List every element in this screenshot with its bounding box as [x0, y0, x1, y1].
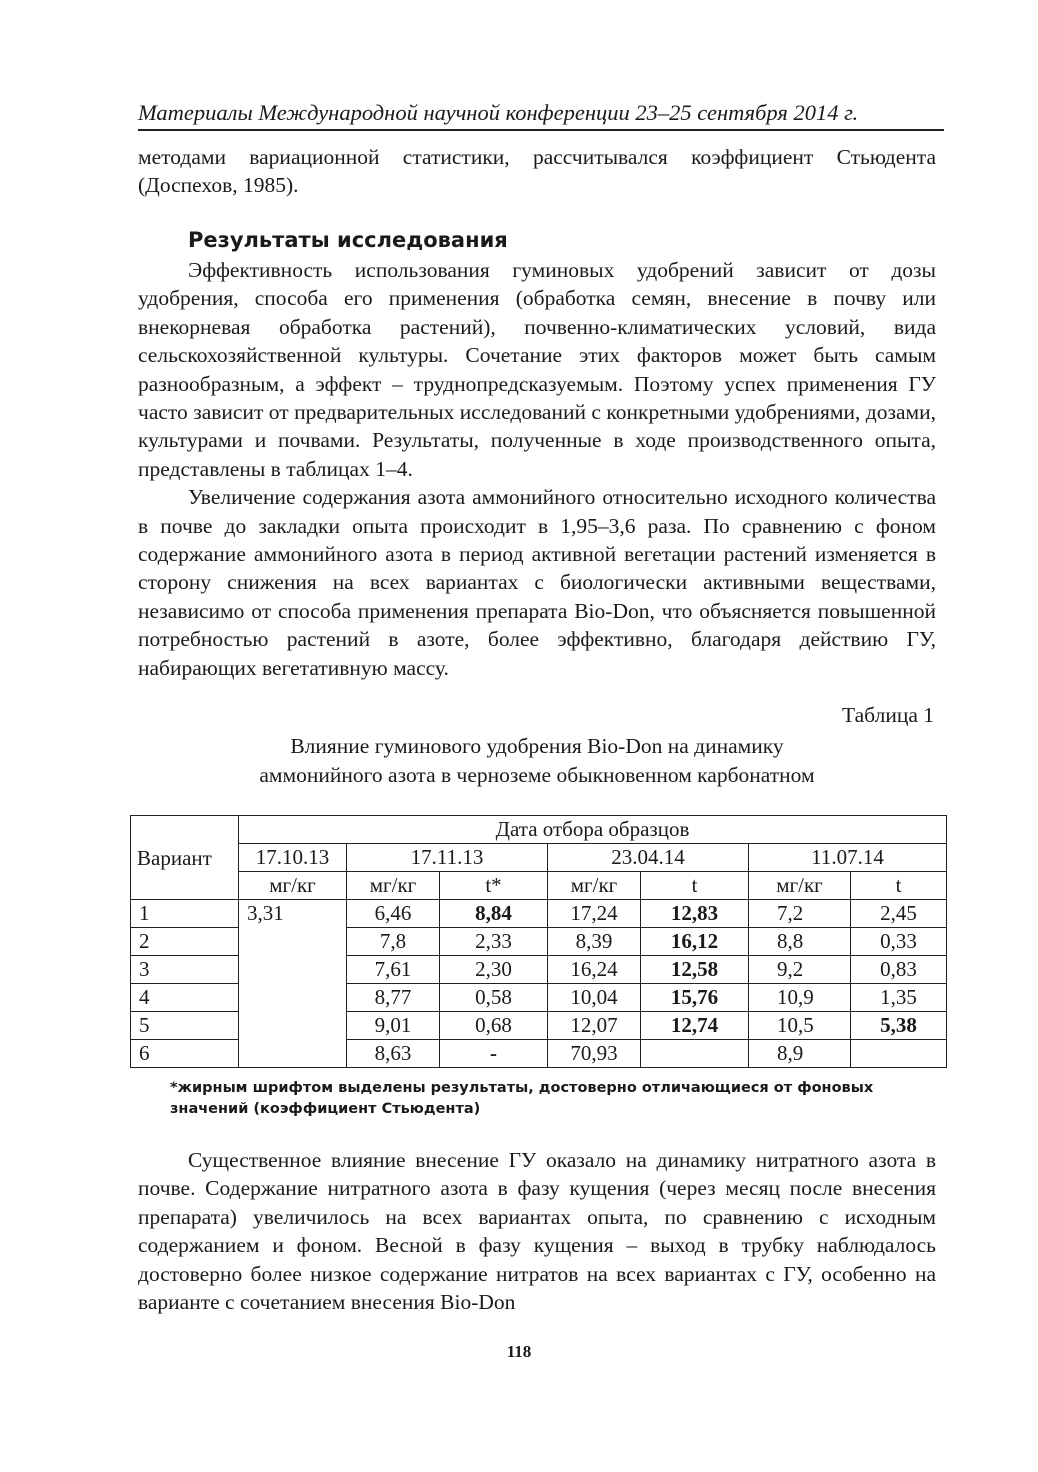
- table-dates-row: [131, 844, 947, 872]
- cell: 2,33: [440, 928, 548, 956]
- header-date: 17.11.13: [347, 844, 548, 872]
- table-row: [131, 900, 947, 928]
- page-number: 118: [506, 1342, 532, 1361]
- cell: 12,07: [548, 1012, 641, 1040]
- data-table: [130, 815, 947, 1068]
- paragraph-3: Существенное влияние внесение ГУ оказало на динамику нитратного азота в почве. Содержание нитратного азота в фазу кущения (через месяц после внесения препарата) увеличилось на всех вариантах опыта, по сравнению с исходным содержанием и фоном. Весной в фазу кущения – выход в трубку наблюдалось достоверно более низкое содержание нитратов на всех вариантах с ГУ, особенно на варианте с сочетанием внесения Bio-Don: [138, 1148, 936, 1315]
- cell: 8,9: [749, 1040, 851, 1068]
- cell: 10,9: [749, 984, 851, 1012]
- cell: 12,83: [641, 900, 749, 928]
- cell: 17,24: [548, 900, 641, 928]
- cell: 7,8: [347, 928, 440, 956]
- running-header: Материалы Международной научной конференции 23–25 сентября 2014 г.: [138, 100, 859, 125]
- cell: 10,04: [548, 984, 641, 1012]
- cell: 7,61: [347, 956, 440, 984]
- header-unit: t: [641, 872, 749, 900]
- table-units-row: [131, 872, 947, 900]
- header-variant: Вариант: [131, 816, 239, 900]
- intro-text: [138, 143, 936, 200]
- header-rule: [138, 129, 944, 131]
- cell: 8,84: [440, 900, 548, 928]
- cell-variant: 3: [131, 956, 239, 984]
- table-caption-line-1: Влияние гуминового удобрения Bio-Don на динамику: [290, 734, 784, 758]
- cell: 12,58: [641, 956, 749, 984]
- table-footnote: *жирным шрифтом выделены результаты, достоверно отличающиеся от фоновых значений (коэффициент Стьюдента): [170, 1080, 874, 1117]
- cell: 1,35: [851, 984, 947, 1012]
- header-unit: мг/кг: [239, 872, 347, 900]
- cell-variant: 5: [131, 1012, 239, 1040]
- cell: 2,30: [440, 956, 548, 984]
- cell: [641, 1040, 749, 1068]
- section-heading: Результаты исследования: [188, 228, 508, 252]
- cell: 6,46: [347, 900, 440, 928]
- table-header-row: [131, 816, 947, 844]
- cell: 0,33: [851, 928, 947, 956]
- paragraph-1: Эффективность использования гуминовых удобрений зависит от дозы удобрения, способа его применения (обработка семян, внесение в почву или внекорневая обработка растений), почвенно-климатических условий, вида сельскохозяйственной культуры. Сочетание этих факторов может быть самым разнообразным, а эффект – труднопредсказуемым. Поэтому успех применения ГУ часто зависит от предварительных исследований с конкретными удобрениями, дозами, культурами и почвами. Результаты, полученные в ходе производственного опыта, представлены в таблицах 1–4.: [138, 258, 936, 481]
- header-unit: мг/кг: [749, 872, 851, 900]
- header-unit: мг/кг: [347, 872, 440, 900]
- cell-variant: 6: [131, 1040, 239, 1068]
- cell: 70,93: [548, 1040, 641, 1068]
- cell: 8,77: [347, 984, 440, 1012]
- intro-paragraph: методами вариационной статистики, рассчитывался коэффициент Стьюдента (Доспехов, 1985).: [138, 145, 936, 198]
- body-text-2: [138, 1146, 936, 1316]
- cell: 9,2: [749, 956, 851, 984]
- cell: 16,12: [641, 928, 749, 956]
- cell: 12,74: [641, 1012, 749, 1040]
- cell: 5,38: [851, 1012, 947, 1040]
- cell-variant: 1: [131, 900, 239, 928]
- cell: 16,24: [548, 956, 641, 984]
- cell: 7,2: [749, 900, 851, 928]
- cell: 0,83: [851, 956, 947, 984]
- cell: 8,39: [548, 928, 641, 956]
- cell: 9,01: [347, 1012, 440, 1040]
- header-unit: мг/кг: [548, 872, 641, 900]
- header-unit: t: [851, 872, 947, 900]
- table-caption-line-2: аммонийного азота в черноземе обыкновенном карбонатном: [259, 763, 815, 787]
- header-date: 11.07.14: [749, 844, 947, 872]
- cell: 0,58: [440, 984, 548, 1012]
- cell: 2,45: [851, 900, 947, 928]
- cell-initial-value: 3,31: [239, 900, 347, 1068]
- header-date: 17.10.13: [239, 844, 347, 872]
- cell: [851, 1040, 947, 1068]
- header-date-group: Дата отбора образцов: [239, 816, 947, 844]
- cell: 0,68: [440, 1012, 548, 1040]
- header-date: 23.04.14: [548, 844, 749, 872]
- cell: 8,8: [749, 928, 851, 956]
- cell: 8,63: [347, 1040, 440, 1068]
- body-text-1: [138, 256, 936, 682]
- cell: -: [440, 1040, 548, 1068]
- cell-variant: 4: [131, 984, 239, 1012]
- cell: 10,5: [749, 1012, 851, 1040]
- table-label: Таблица 1: [842, 703, 934, 727]
- paragraph-2: Увеличение содержания азота аммонийного относительно исходного количества в почве до закладки опыта происходит в 1,95–3,6 раза. По сравнению с фоном содержание аммонийного азота в период активной вегетации растений изменяется в сторону снижения на всех вариантах с биологически активными веществами, независимо от способа применения препарата Bio-Don, что объясняется повышенной потребностью растений в азоте, более эффективно, благодаря действию ГУ, набирающих вегетативную массу.: [138, 485, 936, 680]
- cell-variant: 2: [131, 928, 239, 956]
- header-unit: t*: [440, 872, 548, 900]
- cell: 15,76: [641, 984, 749, 1012]
